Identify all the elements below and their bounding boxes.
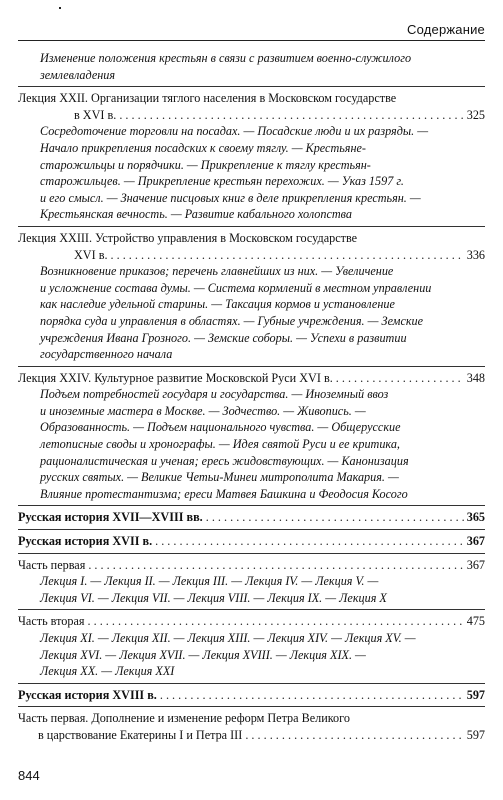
leader-dots: [88, 557, 463, 574]
desc-line: Возникновение приказов; перечень главнейших из них. — Увеличение: [40, 264, 394, 279]
desc-line: Крестьянская вечность. — Развитие кабального холопства: [40, 207, 352, 222]
desc-line: старожильцы и порядчики. — Прикрепление к тяглу крестьян-: [40, 157, 371, 172]
entry-title: Русская история XVII в.: [18, 534, 153, 549]
entry-page-number: 597: [466, 727, 485, 742]
toc-entry-part-one-18[interactable]: [18, 710, 485, 743]
entry-page-number: 367: [466, 557, 485, 572]
desc-line: Изменение положения крестьян в связи с развитием военно-служилого: [40, 51, 412, 65]
section-divider: [18, 86, 485, 87]
desc-line: Лекция I. — Лекция II. — Лекция III. — Лекция IV. — Лекция V. —: [40, 574, 379, 589]
section-divider: [18, 553, 485, 554]
toc-entry-part-two[interactable]: [18, 613, 485, 679]
desc-line: порядка суда и управления в областях. — Губные учреждения. — Земские: [40, 313, 424, 328]
table-of-contents: [18, 50, 485, 744]
desc-line: старожильцев. — Прикрепление крестьян перехожих. — Указ 1597 г.: [40, 174, 404, 189]
entry-page-number: 365: [466, 510, 485, 525]
entry-page-number: 348: [466, 370, 485, 385]
entry-title: Лекция XXII. Организации тяглого населения в Московском государстве: [18, 91, 397, 106]
section-divider: [18, 226, 485, 227]
entry-page-number: 325: [466, 107, 485, 122]
leader-dots: [206, 509, 464, 526]
intro-description: [18, 50, 485, 83]
entry-title-cont: в XVI в.: [74, 107, 117, 122]
entry-title: Русская история XVIII в.: [18, 687, 157, 702]
toc-entry-lecture-24[interactable]: [18, 370, 485, 503]
entry-description: [18, 386, 485, 502]
toc-entry-lecture-23[interactable]: [18, 230, 485, 363]
desc-line: как наследие удельной старины. — Таксация кормов и установление: [40, 297, 395, 312]
desc-line: Лекция XX. — Лекция XXI: [40, 664, 175, 679]
scan-speck: [59, 7, 61, 9]
toc-entry-russian-history-17-18[interactable]: [18, 509, 485, 526]
section-divider: [18, 529, 485, 530]
desc-line: Образованность. — Подъем национального чувства. — Общерусские: [40, 420, 401, 435]
entry-page-number: 475: [466, 614, 485, 629]
entry-description: [18, 263, 485, 363]
leader-dots: [336, 370, 464, 387]
entry-title: Лекция XXIII. Устройство управления в Московском государстве: [18, 230, 358, 245]
entry-page-number: 336: [466, 247, 485, 262]
section-divider: [18, 505, 485, 506]
entry-page-number: 597: [466, 687, 485, 702]
leader-dots: [155, 533, 464, 550]
page-number: 844: [18, 768, 40, 783]
section-divider: [18, 609, 485, 610]
header-rule: [18, 40, 485, 41]
desc-line: и усложнение состава думы. — Система кормлений в местном управлении: [40, 280, 432, 295]
entry-title: Лекция XXIV. Культурное развитие Московской Руси XVI в.: [18, 370, 333, 385]
desc-line: Лекция XI. — Лекция XII. — Лекция XIII. — Лекция XIV. — Лекция XV. —: [40, 631, 416, 645]
entry-description: [18, 630, 485, 680]
desc-line: Лекция VI. — Лекция VII. — Лекция VIII. — Лекция IX. — Лекция X: [40, 590, 387, 605]
section-divider: [18, 366, 485, 367]
desc-line: и иноземные мастера в Москве. — Зодчество. — Живопись. —: [40, 403, 366, 418]
desc-line: Начало прикрепления посадских к своему тяглу. — Крестьяне-: [40, 140, 366, 155]
toc-entry-part-one[interactable]: [18, 557, 485, 607]
toc-entry-russian-history-18[interactable]: [18, 687, 485, 704]
entry-page-number: 367: [466, 534, 485, 549]
entry-title-cont: в царствование Екатерины I и Петра III: [38, 727, 243, 742]
entry-description: [18, 573, 485, 606]
toc-entry-lecture-22[interactable]: [18, 90, 485, 223]
desc-line: летописные своды и хронографы. — Идея святой Руси и ее критика,: [40, 437, 400, 452]
desc-line: Подъем потребностей государя и государства. — Иноземный ввоз: [40, 387, 389, 402]
section-divider: [18, 683, 485, 684]
entry-title: Часть первая. Дополнение и изменение реформ Петра Великого: [18, 711, 350, 726]
entry-title: Часть вторая: [18, 614, 85, 629]
desc-line: рационалистическая и ученая; ересь жидовствующих. — Канонизация: [40, 453, 409, 468]
desc-line: землевладения: [40, 67, 116, 82]
entry-title: Русская история XVII—XVIII вв.: [18, 510, 203, 525]
page-header-title: Содержание: [407, 22, 485, 37]
desc-line: и его смысл. — Значение писцовых книг в деле прикрепления крестьян. —: [40, 190, 421, 205]
entry-description: [18, 123, 485, 223]
leader-dots: [88, 613, 464, 630]
desc-line: учреждения Ивана Грозного. — Земские соборы. — Успехи в развитии: [40, 330, 407, 345]
desc-line: Сосредоточение торговли на посадах. — Посадские люди и их разряды. —: [40, 124, 429, 139]
entry-title-cont: XVI в.: [74, 247, 108, 262]
section-divider: [18, 706, 485, 707]
leader-dots: [245, 727, 463, 744]
desc-line: Лекция XVI. — Лекция XVII. — Лекция XVIII. — Лекция XIX. —: [40, 647, 366, 662]
desc-line: русских святых. — Великие Четьи-Минеи митрополита Макария. —: [40, 470, 399, 485]
toc-entry-russian-history-17[interactable]: [18, 533, 485, 550]
entry-title: Часть первая: [18, 557, 86, 572]
desc-line: государственного начала: [40, 347, 173, 362]
leader-dots: [160, 687, 464, 704]
leader-dots: [119, 107, 463, 124]
desc-line: Влияние протестантизма; ереси Матвея Башкина и Феодосия Косого: [40, 486, 408, 501]
leader-dots: [111, 247, 464, 264]
